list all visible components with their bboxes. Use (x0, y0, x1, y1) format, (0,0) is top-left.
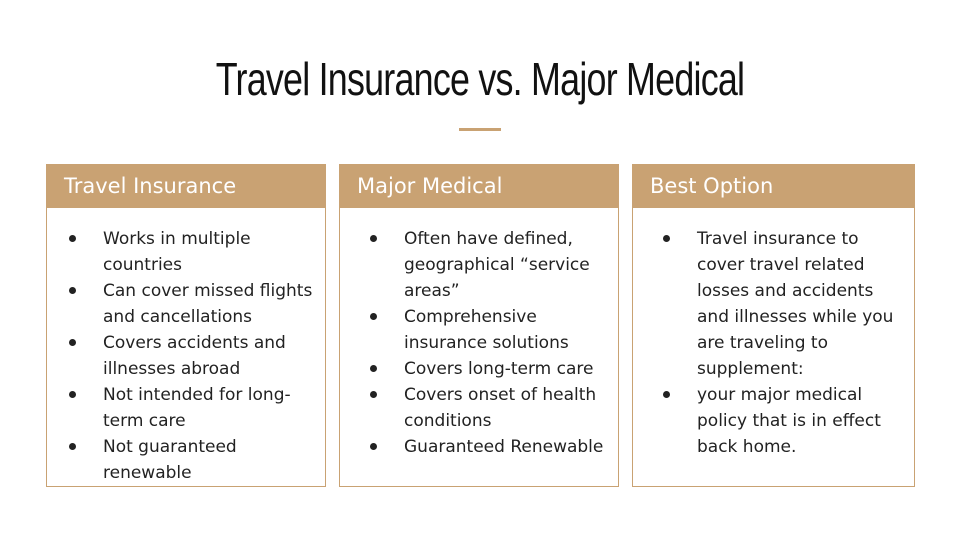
bullet-item (370, 356, 610, 382)
bullet-item (370, 226, 610, 304)
bullet-item (370, 382, 610, 434)
bullet-text: Not intended for long-term care (103, 385, 291, 431)
card-body (633, 208, 914, 460)
bullet-icon (663, 235, 670, 242)
bullet-icon (69, 235, 76, 242)
bullet-text: your major medical policy that is in effect back home. (697, 385, 881, 457)
card-best-option (632, 164, 915, 487)
bullet-text: Covers onset of health conditions (404, 385, 597, 431)
bullet-list (663, 226, 906, 460)
bullet-icon (663, 391, 670, 398)
bullet-item (663, 226, 906, 382)
card-body (47, 208, 325, 486)
title-divider (459, 128, 501, 131)
card-travel-insurance (46, 164, 326, 487)
bullet-icon (69, 443, 76, 450)
slide-title: Travel Insurance vs. Major Medical (215, 53, 745, 105)
bullet-text: Covers accidents and illnesses abroad (103, 333, 286, 379)
bullet-item (69, 330, 317, 382)
bullet-text: Covers long-term care (404, 359, 594, 379)
card-header: Best Option (633, 165, 914, 208)
card-body (340, 208, 618, 460)
bullet-list (370, 226, 610, 460)
bullet-icon (69, 287, 76, 294)
bullet-icon (370, 391, 377, 398)
bullet-text: Travel insurance to cover travel related losses and accidents and illnesses while you are traveling to supplement: (697, 229, 894, 379)
bullet-item (370, 304, 610, 356)
bullet-list (69, 226, 317, 486)
bullet-text: Not guaranteed renewable (103, 437, 237, 483)
bullet-item (69, 226, 317, 278)
bullet-item (69, 382, 317, 434)
bullet-item (69, 434, 317, 486)
bullet-item (69, 278, 317, 330)
bullet-item (663, 382, 906, 460)
card-header: Major Medical (340, 165, 618, 208)
bullet-text: Works in multiple countries (103, 229, 251, 275)
bullet-icon (370, 313, 377, 320)
bullet-text: Guaranteed Renewable (404, 437, 604, 457)
bullet-icon (69, 391, 76, 398)
bullet-icon (370, 365, 377, 372)
bullet-item (370, 434, 610, 460)
card-major-medical (339, 164, 619, 487)
bullet-icon (370, 443, 377, 450)
bullet-text: Can cover missed flights and cancellations (103, 281, 313, 327)
card-header: Travel Insurance (47, 165, 325, 208)
bullet-text: Comprehensive insurance solutions (404, 307, 569, 353)
bullet-icon (69, 339, 76, 346)
bullet-icon (370, 235, 377, 242)
bullet-text: Often have defined, geographical “service areas” (404, 229, 590, 301)
